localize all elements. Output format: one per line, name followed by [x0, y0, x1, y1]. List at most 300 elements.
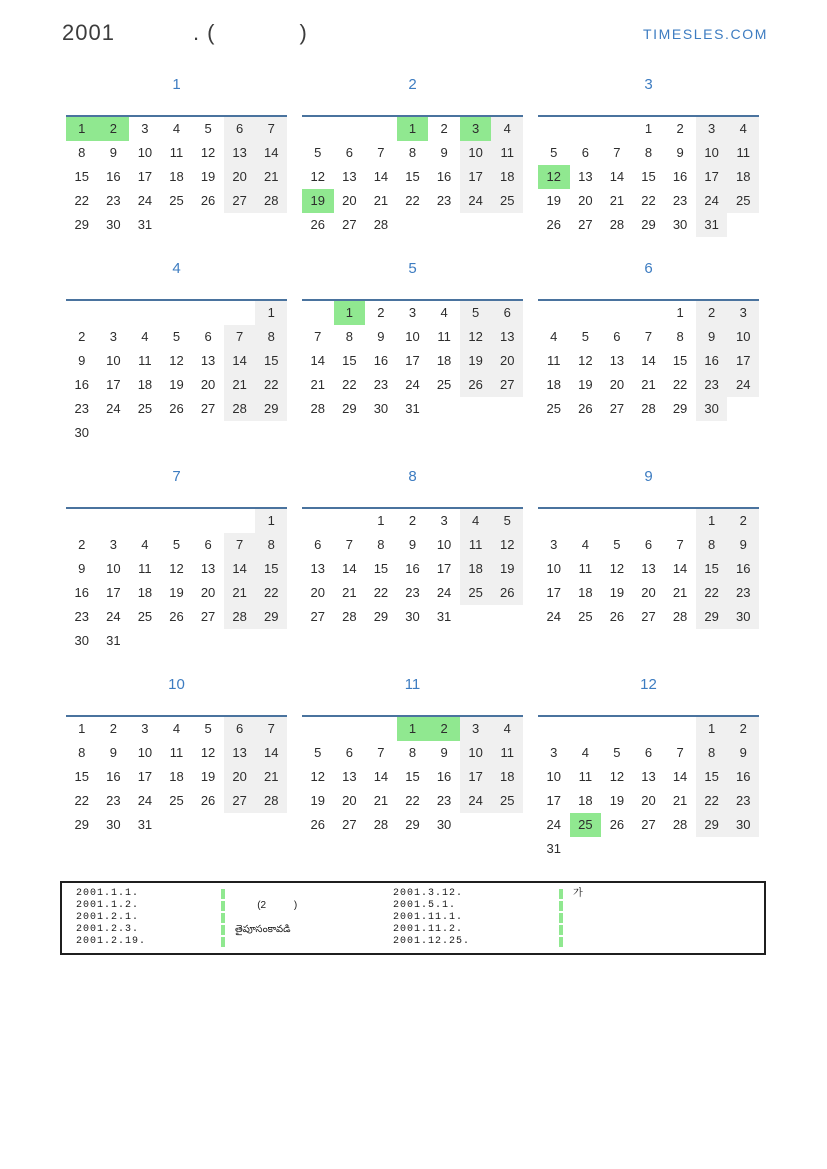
day-cell: 25: [578, 609, 593, 624]
empty-cell: [255, 421, 287, 445]
day-cell: 16: [74, 585, 90, 600]
day-cell: 19: [200, 169, 216, 184]
day-cell: 12: [538, 165, 570, 189]
day-cell: 16: [74, 377, 90, 392]
day-cell: 2: [377, 305, 385, 320]
day-cell: 26: [609, 817, 625, 832]
day-cell: 7: [676, 745, 684, 760]
empty-cell: [601, 837, 633, 861]
day-cell: 14: [224, 349, 256, 373]
day-cell: 25: [169, 793, 184, 808]
empty-cell: [601, 117, 633, 141]
day-cell: 25: [436, 377, 452, 392]
day-cell: 12: [491, 533, 523, 557]
day-cell: 24: [696, 189, 728, 213]
day-cell: 20: [310, 585, 326, 600]
day-cell: 8: [408, 145, 417, 160]
empty-cell: [161, 813, 193, 837]
day-cell: 21: [641, 377, 656, 392]
legend-date: 2001.11.1.: [393, 912, 464, 923]
day-cell: 28: [672, 609, 688, 624]
empty-cell: [192, 421, 224, 445]
legend-date: 2001.2.1.: [76, 912, 140, 923]
day-cell: 25: [491, 189, 523, 213]
day-cell: 2: [696, 301, 728, 325]
month-title: 7: [172, 468, 181, 485]
day-cell: 3: [440, 513, 448, 528]
day-cell: 29: [672, 401, 688, 416]
month-day-grid: [538, 715, 759, 861]
day-cell: 21: [224, 581, 256, 605]
day-cell: 31: [436, 609, 452, 624]
month-day-grid: [66, 299, 287, 445]
empty-cell: [570, 301, 602, 325]
day-cell: 26: [169, 401, 184, 416]
day-cell: 17: [436, 561, 452, 576]
day-cell: 4: [141, 537, 149, 552]
day-cell: 21: [255, 765, 287, 789]
day-cell: 2: [78, 329, 86, 344]
day-cell: 6: [224, 117, 256, 141]
page-title-year: 2001: [62, 20, 115, 45]
empty-cell: [664, 509, 696, 533]
day-cell: 1: [66, 117, 98, 141]
day-cell: 9: [696, 325, 728, 349]
day-cell: 7: [224, 533, 256, 557]
day-cell: 14: [255, 741, 287, 765]
empty-cell: [98, 301, 130, 325]
day-cell: 8: [676, 329, 684, 344]
green-dash-icon: [221, 889, 225, 899]
day-cell: 15: [672, 353, 688, 368]
day-cell: 1: [397, 717, 429, 741]
month-title: 1: [172, 76, 181, 93]
day-cell: 27: [578, 217, 593, 232]
empty-cell: [192, 629, 224, 653]
day-cell: 15: [696, 765, 728, 789]
site-logo-link[interactable]: TIMESLES.COM: [643, 26, 768, 42]
empty-cell: [570, 717, 602, 741]
day-cell: 23: [74, 401, 90, 416]
day-cell: 11: [491, 741, 523, 765]
empty-cell: [98, 509, 130, 533]
day-cell: 21: [609, 193, 625, 208]
day-cell: 18: [169, 769, 184, 784]
day-cell: 6: [345, 145, 353, 160]
day-cell: 4: [550, 329, 558, 344]
day-cell: 28: [342, 609, 357, 624]
empty-cell: [633, 837, 665, 861]
day-cell: 14: [672, 769, 688, 784]
day-cell: 19: [169, 377, 184, 392]
day-cell: 11: [437, 329, 451, 344]
empty-cell: [192, 301, 224, 325]
day-cell: 19: [546, 193, 562, 208]
empty-cell: [224, 813, 256, 837]
month-title: 8: [408, 468, 417, 485]
months-grid: [66, 75, 768, 861]
day-cell: 16: [106, 169, 121, 184]
day-cell: 23: [436, 793, 452, 808]
day-cell: 28: [310, 401, 326, 416]
legend-date: 2001.2.3.: [76, 924, 140, 935]
day-cell: 20: [200, 377, 216, 392]
empty-cell: [129, 421, 161, 445]
day-cell: 4: [581, 537, 589, 552]
empty-cell: [491, 213, 523, 237]
day-cell: 22: [74, 793, 90, 808]
day-cell: 13: [200, 561, 216, 576]
empty-cell: [255, 213, 287, 237]
day-cell: 10: [405, 329, 420, 344]
day-cell: 15: [255, 557, 287, 581]
legend-row: [76, 912, 764, 924]
day-cell: 13: [310, 561, 326, 576]
day-cell: 21: [342, 585, 357, 600]
day-cell: 25: [137, 401, 153, 416]
day-cell: 26: [491, 581, 523, 605]
day-cell: 31: [696, 213, 728, 237]
month-title: 11: [404, 676, 421, 693]
day-cell: 7: [255, 117, 287, 141]
day-cell: 3: [141, 721, 149, 736]
day-cell: 21: [310, 377, 326, 392]
day-cell: 22: [342, 377, 357, 392]
day-cell: 3: [460, 117, 492, 141]
day-cell: 18: [436, 353, 452, 368]
day-cell: 21: [373, 793, 389, 808]
day-cell: 4: [491, 117, 523, 141]
day-cell: 7: [613, 145, 621, 160]
day-cell: 16: [436, 169, 452, 184]
day-cell: 17: [106, 585, 121, 600]
day-cell: 23: [696, 373, 728, 397]
day-cell: 27: [641, 609, 656, 624]
empty-cell: [161, 509, 193, 533]
empty-cell: [664, 717, 696, 741]
empty-cell: [224, 421, 256, 445]
green-dash-icon: [559, 937, 563, 947]
day-cell: 18: [546, 377, 562, 392]
day-cell: 1: [377, 513, 385, 528]
day-cell: 30: [405, 609, 420, 624]
day-cell: 8: [696, 741, 728, 765]
day-cell: 30: [74, 633, 90, 648]
day-cell: 8: [255, 325, 287, 349]
day-cell: 26: [169, 609, 184, 624]
month-day-grid: [66, 715, 287, 837]
day-cell: 2: [98, 117, 130, 141]
day-cell: 27: [224, 789, 256, 813]
day-cell: 9: [377, 329, 385, 344]
day-cell: 13: [578, 169, 593, 184]
empty-cell: [365, 117, 397, 141]
day-cell: 5: [204, 121, 212, 136]
month-11: [302, 675, 523, 837]
day-cell: 3: [550, 745, 558, 760]
green-dash-icon: [221, 937, 225, 947]
month-day-grid: [66, 507, 287, 653]
month-day-grid: [302, 299, 523, 421]
empty-cell: [633, 301, 665, 325]
day-cell: 3: [408, 305, 417, 320]
day-cell: 4: [727, 117, 759, 141]
day-cell: 28: [224, 605, 256, 629]
day-cell: 25: [169, 193, 184, 208]
day-cell: 13: [342, 169, 357, 184]
day-cell: 10: [137, 145, 153, 160]
day-cell: 5: [550, 145, 558, 160]
day-cell: 30: [727, 605, 759, 629]
day-cell: 5: [172, 329, 181, 344]
day-cell: 31: [546, 841, 562, 856]
empty-cell: [365, 717, 397, 741]
day-cell: 14: [373, 169, 389, 184]
day-cell: 11: [138, 561, 152, 576]
day-cell: 24: [106, 401, 121, 416]
day-cell: 16: [106, 769, 121, 784]
empty-cell: [255, 629, 287, 653]
empty-cell: [192, 509, 224, 533]
day-cell: 10: [106, 561, 121, 576]
month-5: [302, 259, 523, 421]
day-cell: 7: [314, 329, 322, 344]
day-cell: 23: [373, 377, 389, 392]
legend-date: 2001.1.1.: [76, 888, 140, 899]
day-cell: 30: [106, 817, 121, 832]
day-cell: 3: [460, 717, 492, 741]
day-cell: 30: [672, 217, 688, 232]
month-9: [538, 467, 759, 629]
day-cell: 9: [440, 145, 448, 160]
day-cell: 19: [310, 793, 326, 808]
day-cell: 17: [106, 377, 121, 392]
legend-row: [76, 900, 764, 912]
day-cell: 12: [169, 353, 184, 368]
day-cell: 1: [696, 717, 728, 741]
day-cell: 4: [172, 121, 181, 136]
day-cell: 5: [314, 745, 322, 760]
green-dash-icon: [559, 901, 563, 911]
empty-cell: [570, 509, 602, 533]
empty-cell: [538, 301, 570, 325]
day-cell: 23: [672, 193, 688, 208]
month-day-grid: [302, 507, 523, 629]
day-cell: 11: [460, 533, 492, 557]
day-cell: 11: [169, 145, 184, 160]
empty-cell: [601, 717, 633, 741]
day-cell: 22: [696, 789, 728, 813]
day-cell: 27: [224, 189, 256, 213]
day-cell: 17: [137, 769, 153, 784]
day-cell: 18: [491, 765, 523, 789]
day-cell: 10: [696, 141, 728, 165]
day-cell: 16: [373, 353, 389, 368]
day-cell: 19: [609, 793, 625, 808]
legend-box: [60, 881, 766, 955]
empty-cell: [334, 717, 366, 741]
day-cell: 14: [373, 769, 389, 784]
day-cell: 24: [546, 817, 562, 832]
day-cell: 2: [109, 721, 117, 736]
day-cell: 26: [546, 217, 562, 232]
day-cell: 23: [727, 581, 759, 605]
day-cell: 12: [578, 353, 593, 368]
day-cell: 16: [405, 561, 420, 576]
day-cell: 7: [224, 325, 256, 349]
day-cell: 9: [727, 741, 759, 765]
empty-cell: [428, 397, 460, 421]
empty-cell: [129, 509, 161, 533]
empty-cell: [224, 509, 256, 533]
day-cell: 27: [609, 401, 625, 416]
day-cell: 21: [373, 193, 389, 208]
day-cell: 4: [440, 305, 448, 320]
empty-cell: [129, 301, 161, 325]
day-cell: 11: [578, 769, 593, 784]
day-cell: 3: [696, 117, 728, 141]
day-cell: 10: [137, 745, 153, 760]
day-cell: 8: [78, 145, 86, 160]
day-cell: 21: [224, 373, 256, 397]
day-cell: 14: [672, 561, 688, 576]
day-cell: 29: [255, 397, 287, 421]
month-title: 5: [408, 260, 417, 277]
day-cell: 1: [676, 305, 684, 320]
empty-cell: [460, 813, 492, 837]
empty-cell: [161, 629, 193, 653]
day-cell: 6: [224, 717, 256, 741]
day-cell: 10: [460, 141, 492, 165]
day-cell: 22: [696, 581, 728, 605]
day-cell: 20: [641, 585, 656, 600]
month-title: 6: [644, 260, 653, 277]
day-cell: 3: [550, 537, 558, 552]
day-cell: 20: [342, 193, 357, 208]
day-cell: 11: [578, 561, 593, 576]
day-cell: 9: [408, 537, 417, 552]
day-cell: 11: [547, 353, 561, 368]
day-cell: 7: [255, 717, 287, 741]
day-cell: 17: [460, 765, 492, 789]
month-6: [538, 259, 759, 421]
day-cell: 29: [696, 605, 728, 629]
day-cell: 26: [609, 609, 625, 624]
day-cell: 5: [613, 537, 621, 552]
month-12: [538, 675, 759, 861]
day-cell: 1: [255, 509, 287, 533]
empty-cell: [633, 509, 665, 533]
day-cell: 9: [109, 745, 117, 760]
day-cell: 12: [609, 561, 625, 576]
day-cell: 9: [78, 561, 86, 576]
empty-cell: [727, 397, 759, 421]
day-cell: 5: [172, 537, 181, 552]
empty-cell: [601, 509, 633, 533]
month-day-grid: [302, 115, 523, 237]
day-cell: 25: [491, 789, 523, 813]
day-cell: 5: [613, 745, 621, 760]
day-cell: 26: [200, 193, 216, 208]
day-cell: 4: [172, 721, 181, 736]
day-cell: 19: [578, 377, 593, 392]
day-cell: 16: [727, 765, 759, 789]
green-dash-icon: [221, 901, 225, 911]
day-cell: 6: [491, 301, 523, 325]
day-cell: 4: [581, 745, 589, 760]
day-cell: 8: [377, 537, 385, 552]
day-cell: 18: [727, 165, 759, 189]
empty-cell: [66, 301, 98, 325]
day-cell: 18: [578, 793, 593, 808]
day-cell: 18: [169, 169, 184, 184]
day-cell: 28: [672, 817, 688, 832]
legend-date: 2001.3.12.: [393, 888, 464, 899]
day-cell: 12: [310, 169, 326, 184]
day-cell: 24: [106, 609, 121, 624]
page-title-open-paren: . (: [192, 20, 216, 45]
day-cell: 8: [696, 533, 728, 557]
day-cell: 15: [342, 353, 357, 368]
day-cell: 7: [345, 537, 353, 552]
day-cell: 3: [109, 329, 117, 344]
day-cell: 17: [727, 349, 759, 373]
day-cell: 9: [109, 145, 117, 160]
day-cell: 29: [255, 605, 287, 629]
month-title: 12: [640, 676, 657, 693]
empty-cell: [460, 213, 492, 237]
day-cell: 13: [641, 769, 656, 784]
day-cell: 8: [644, 145, 653, 160]
green-dash-icon: [221, 925, 225, 935]
empty-cell: [727, 213, 759, 237]
empty-cell: [491, 813, 523, 837]
day-cell: 20: [491, 349, 523, 373]
day-cell: 2: [676, 121, 684, 136]
day-cell: 19: [200, 769, 216, 784]
day-cell: 22: [672, 377, 688, 392]
month-title: 10: [168, 676, 185, 693]
day-cell: 26: [460, 373, 492, 397]
empty-cell: [161, 421, 193, 445]
day-cell: 25: [137, 609, 153, 624]
day-cell: 28: [255, 189, 287, 213]
day-cell: 7: [377, 145, 385, 160]
day-cell: 16: [727, 557, 759, 581]
day-cell: 16: [696, 349, 728, 373]
day-cell: 8: [78, 745, 86, 760]
day-cell: 15: [373, 561, 389, 576]
day-cell: 28: [255, 789, 287, 813]
empty-cell: [302, 717, 334, 741]
day-cell: 9: [676, 145, 684, 160]
legend-label: తైపూసంకావడి: [235, 924, 291, 935]
empty-cell: [460, 397, 492, 421]
day-cell: 5: [314, 145, 322, 160]
day-cell: 17: [137, 169, 153, 184]
day-cell: 17: [460, 165, 492, 189]
empty-cell: [302, 509, 334, 533]
day-cell: 14: [224, 557, 256, 581]
day-cell: 5: [581, 329, 589, 344]
day-cell: 14: [255, 141, 287, 165]
day-cell: 28: [373, 817, 389, 832]
day-cell: 15: [74, 169, 90, 184]
day-cell: 28: [609, 217, 625, 232]
empty-cell: [491, 397, 523, 421]
day-cell: 26: [310, 217, 326, 232]
legend-label: 가: [573, 888, 583, 899]
